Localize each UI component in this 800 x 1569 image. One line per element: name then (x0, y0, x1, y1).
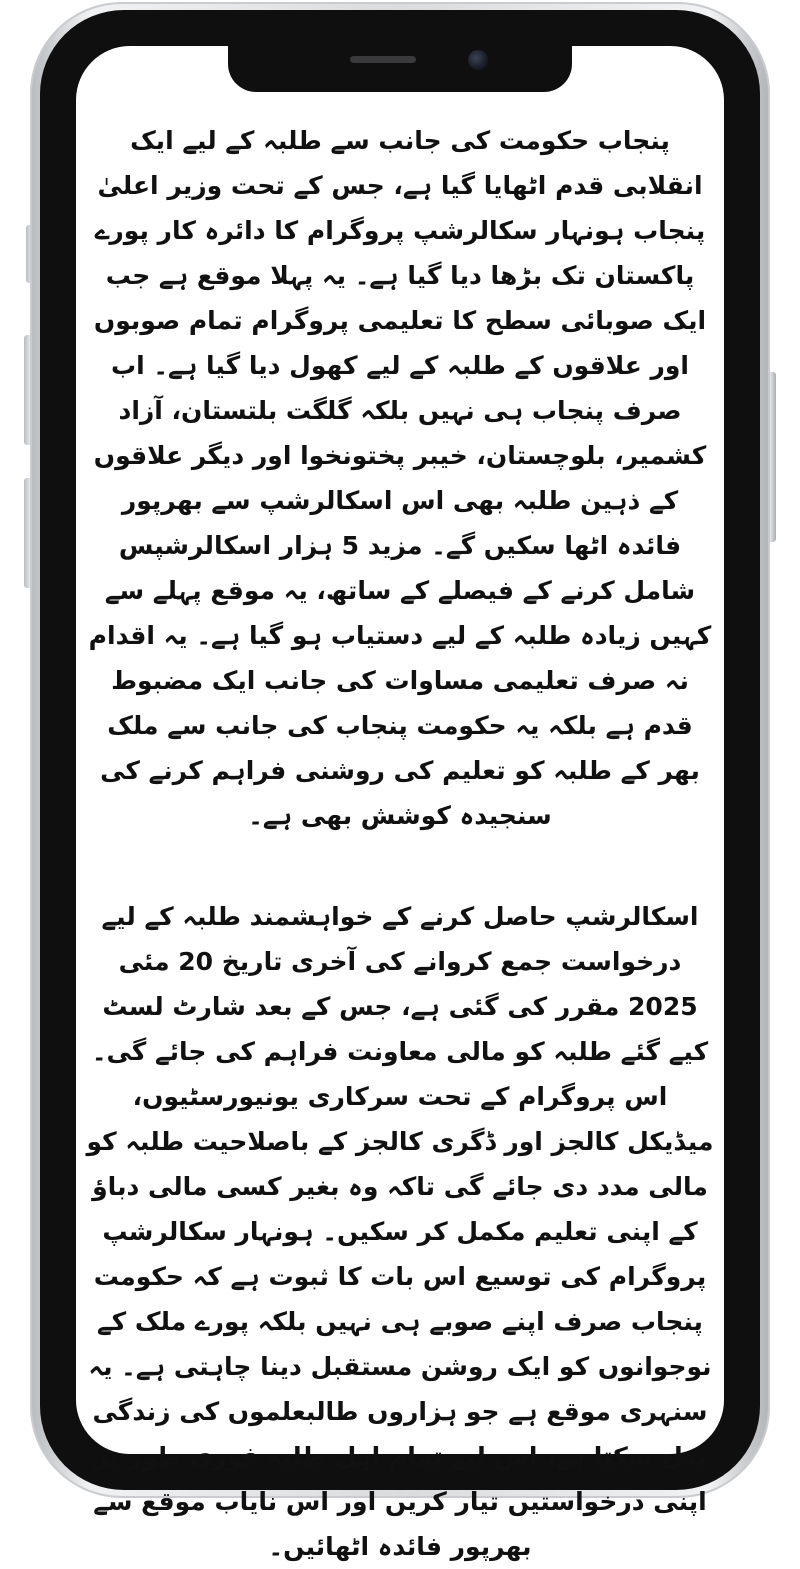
front-camera-icon (468, 50, 488, 70)
notch (228, 46, 572, 92)
earpiece-speaker (350, 56, 416, 63)
article-body (86, 118, 714, 1569)
article-paragraph-2: اسکالرشپ حاصل کرنے کے خواہشمند طلبہ کے لیے درخواست جمع کروانے کی آخری تاریخ 20 مئی 2025 مقرر کی گئی ہے، جس کے بعد شارٹ لسٹ کیے گئے طلبہ کو مالی معاونت فراہم کی جائے گی۔ اس پروگرام کے تحت سرکاری یونیورسٹیوں، میڈیکل کالجز اور ڈگری کالجز کے باصلاحیت طلبہ کو مالی مدد دی جائے گی تاکہ وہ بغیر کسی مالی دباؤ کے اپنی تعلیم مکمل کر سکیں۔ ہونہار سکالرشپ پروگرام کی توسیع اس بات کا ثبوت ہے کہ حکومت پنجاب صرف اپنے صوبے ہی نہیں بلکہ پورے ملک کے نوجوانوں کو ایک روشن مستقبل دینا چاہتی ہے۔ یہ سنہری موقع ہے جو ہزاروں طالبعلموں کی زندگی بدل سکتا ہے، اس لیے تمام اہل طلبہ فوری طور پر اپنی درخواستیں تیار کریں اور اس نایاب موقع سے بھرپور فائدہ اٹھائیں۔ (86, 902, 714, 1561)
article-paragraph-1: پنجاب حکومت کی جانب سے طلبہ کے لیے ایک انقلابی قدم اٹھایا گیا ہے، جس کے تحت وزیر اعلیٰ پنجاب ہونہار سکالرشپ پروگرام کا دائرہ کار پورے پاکستان تک بڑھا دیا گیا ہے۔ یہ پہلا موقع ہے جب ایک صوبائی سطح کا تعلیمی پروگرام تمام صوبوں اور علاقوں کے طلبہ کے لیے کھول دیا گیا ہے۔ اب صرف پنجاب ہی نہیں بلکہ گلگت بلتستان، آزاد کشمیر، بلوچستان، خیبر پختونخوا اور دیگر علاقوں کے ذہین طلبہ بھی اس اسکالرشپ سے بھرپور فائدہ اٹھا سکیں گے۔ مزید 5 ہزار اسکالرشپس شامل کرنے کے فیصلے کے ساتھ، یہ موقع پہلے سے کہیں زیادہ طلبہ کے لیے دستیاب ہو گیا ہے۔ یہ اقدام نہ صرف تعلیمی مساوات کی جانب ایک مضبوط قدم ہے بلکہ یہ حکومت پنجاب کی جانب سے ملک بھر کے طلبہ کو تعلیم کی روشنی فراہم کرنے کی سنجیدہ کوشش بھی ہے۔ (88, 126, 712, 830)
